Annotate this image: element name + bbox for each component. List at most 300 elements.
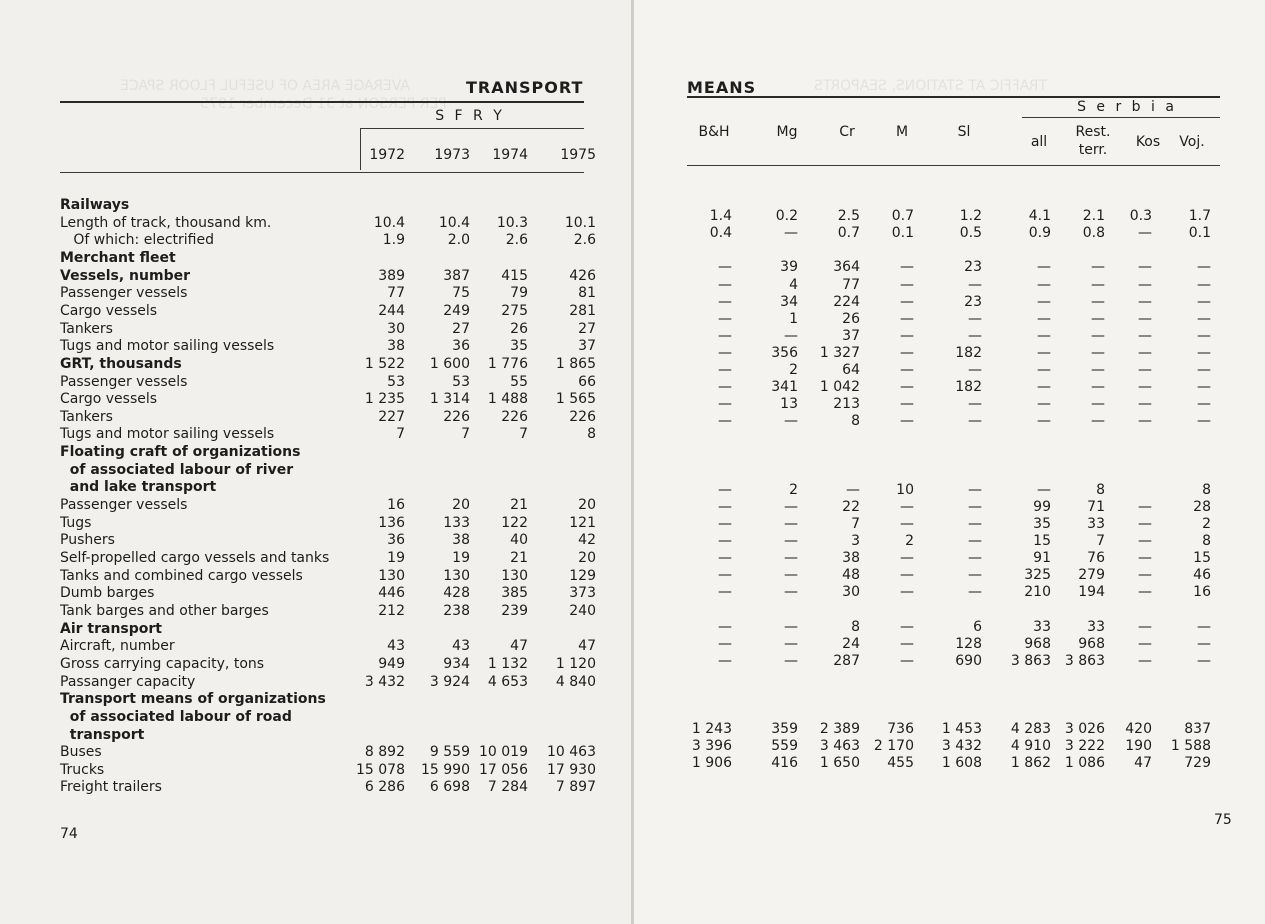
- cell-value: 20: [578, 497, 596, 514]
- cell-value: —: [900, 259, 914, 276]
- cell-value: 1 862: [1010, 755, 1051, 772]
- cell-value: —: [718, 362, 732, 378]
- cell-value: —: [900, 362, 914, 378]
- cell-value: 53: [387, 373, 405, 390]
- cell-value: 194: [1078, 584, 1105, 601]
- cell-value: 1: [789, 310, 798, 327]
- cell-value: 13: [780, 396, 798, 413]
- cell-value: 1 522: [364, 355, 405, 372]
- cell-value: —: [1091, 293, 1105, 310]
- cell-value: —: [900, 652, 914, 669]
- cell-value: —: [1197, 652, 1211, 669]
- cell-value: 10: [896, 481, 914, 498]
- cell-value: 8: [851, 413, 860, 430]
- cell-value: —: [900, 276, 914, 293]
- cell-value: 10.3: [496, 214, 528, 231]
- cell-value: —: [1197, 344, 1211, 361]
- cell-value: —: [1091, 276, 1105, 293]
- cell-value: —: [718, 396, 732, 413]
- cell-value: 3 222: [1064, 738, 1105, 755]
- cell-value: 3 432: [364, 673, 405, 690]
- cell-value: —: [1138, 293, 1152, 310]
- cell-value: 1 314: [429, 391, 470, 408]
- cell-value: 4 283: [1010, 721, 1051, 738]
- row-label: Air transport: [60, 620, 162, 637]
- cell-value: 2: [789, 481, 798, 498]
- row-label: Tankers: [60, 408, 113, 425]
- cell-value: 359: [771, 721, 798, 738]
- cell-value: 0.3: [1129, 208, 1152, 225]
- section-header: MEANS: [687, 78, 757, 97]
- cell-value: 21: [510, 550, 528, 566]
- cell-value: 0.1: [891, 225, 914, 242]
- cell-value: 133: [443, 514, 470, 531]
- cell-value: 38: [842, 550, 860, 567]
- cell-value: 128: [955, 635, 982, 652]
- cell-value: 837: [1184, 721, 1211, 738]
- cell-value: 455: [887, 755, 914, 772]
- serbia-label: S e r b i a: [1077, 99, 1177, 115]
- cell-value: 968: [1078, 635, 1105, 652]
- cell-value: —: [718, 533, 732, 549]
- cell-value: —: [1091, 379, 1105, 396]
- cell-value: 190: [1125, 738, 1152, 755]
- cell-value: 91: [1033, 550, 1051, 567]
- column-heading: all: [1030, 134, 1048, 150]
- cell-value: 76: [1087, 550, 1105, 567]
- cell-value: —: [718, 481, 732, 498]
- cell-value: 4: [789, 276, 798, 293]
- row-label: Tugs and motor sailing vessels: [60, 338, 275, 355]
- cell-value: 1 608: [941, 755, 982, 772]
- cell-value: 224: [833, 293, 860, 310]
- cell-value: 4.1: [1028, 208, 1051, 225]
- cell-value: 15: [1033, 533, 1051, 549]
- cell-value: —: [900, 635, 914, 652]
- year-heading: 1975: [560, 147, 596, 163]
- column-header-rule: [60, 172, 584, 173]
- cell-value: —: [718, 327, 732, 344]
- row-label: and lake transport: [60, 479, 217, 496]
- cell-value: —: [1197, 327, 1211, 344]
- cell-value: 35: [510, 338, 528, 355]
- cell-value: 1 235: [364, 391, 405, 408]
- cell-value: 2: [789, 362, 798, 378]
- cell-value: 26: [510, 320, 528, 337]
- cell-value: 275: [501, 302, 528, 319]
- cell-value: 129: [569, 567, 596, 584]
- cell-value: —: [1197, 379, 1211, 396]
- cell-value: —: [718, 515, 732, 532]
- cell-value: 99: [1033, 498, 1051, 515]
- cell-value: 6 698: [429, 779, 470, 796]
- cell-value: —: [718, 310, 732, 327]
- cell-value: 1.4: [709, 208, 732, 225]
- cell-value: 364: [833, 259, 860, 276]
- cell-value: 33: [1087, 515, 1105, 532]
- cell-value: 64: [842, 362, 860, 378]
- cell-value: 17 930: [547, 761, 596, 778]
- cell-value: 281: [569, 302, 596, 319]
- row-label: Tugs and motor sailing vessels: [60, 426, 275, 443]
- cell-value: 385: [501, 585, 528, 602]
- cell-value: 15 078: [356, 761, 405, 778]
- cell-value: 1 776: [487, 355, 528, 372]
- cell-value: —: [968, 362, 982, 378]
- cell-value: 1 243: [691, 721, 732, 738]
- column-header-rule: [687, 165, 1220, 166]
- group-rule: [360, 128, 584, 129]
- cell-value: —: [1138, 652, 1152, 669]
- cell-value: 244: [378, 302, 405, 319]
- cell-value: 0.5: [959, 225, 982, 242]
- cell-value: 0.2: [775, 208, 798, 225]
- cell-value: 75: [452, 285, 470, 302]
- cell-value: —: [1138, 584, 1152, 601]
- cell-value: 1 042: [819, 379, 860, 396]
- header-rule: [687, 96, 1220, 98]
- cell-value: —: [1138, 618, 1152, 635]
- cell-value: 130: [378, 567, 405, 584]
- cell-value: —: [1091, 327, 1105, 344]
- cell-value: 3 396: [691, 738, 732, 755]
- cell-value: —: [1138, 344, 1152, 361]
- cell-value: 428: [443, 585, 470, 602]
- cell-value: 1 327: [819, 344, 860, 361]
- cell-value: —: [1091, 344, 1105, 361]
- cell-value: 341: [771, 379, 798, 396]
- row-label: Tankers: [60, 320, 113, 337]
- cell-value: —: [1138, 396, 1152, 413]
- cell-value: 426: [569, 267, 596, 284]
- cell-value: 3 863: [1064, 652, 1105, 669]
- cell-value: —: [1138, 515, 1152, 532]
- cell-value: —: [718, 276, 732, 293]
- cell-value: —: [1197, 413, 1211, 430]
- cell-value: 182: [955, 379, 982, 396]
- cell-value: 227: [378, 408, 405, 425]
- column-heading: terr.: [1078, 142, 1108, 158]
- cell-value: 4 910: [1010, 738, 1051, 755]
- header-rule: [60, 101, 584, 103]
- cell-value: 55: [510, 373, 528, 390]
- cell-value: 23: [964, 259, 982, 276]
- row-label: Length of track, thousand km.: [60, 214, 272, 231]
- cell-value: —: [784, 327, 798, 344]
- cell-value: 16: [1193, 584, 1211, 601]
- row-label: Merchant fleet: [60, 249, 176, 266]
- cell-value: 3: [851, 533, 860, 549]
- cell-value: 7: [461, 426, 470, 443]
- cell-value: 0.8: [1082, 225, 1105, 242]
- cell-value: 182: [955, 344, 982, 361]
- cell-value: —: [968, 567, 982, 584]
- cell-value: —: [1197, 259, 1211, 276]
- cell-value: —: [1091, 310, 1105, 327]
- cell-value: 2: [905, 533, 914, 549]
- cell-value: 19: [387, 550, 405, 566]
- cell-value: —: [1037, 327, 1051, 344]
- cell-value: 8: [1096, 481, 1105, 498]
- cell-value: 287: [833, 652, 860, 669]
- cell-value: —: [846, 481, 860, 498]
- cell-value: 43: [387, 638, 405, 655]
- cell-value: 249: [443, 302, 470, 319]
- cell-value: 20: [578, 550, 596, 566]
- column-heading: B&H: [698, 124, 730, 140]
- cell-value: 729: [1184, 755, 1211, 772]
- cell-value: —: [1197, 293, 1211, 310]
- cell-value: 1 865: [555, 355, 596, 372]
- year-heading: 1974: [492, 147, 528, 163]
- left-page: [0, 0, 631, 924]
- cell-value: 4 653: [487, 673, 528, 690]
- cell-value: 239: [501, 602, 528, 619]
- cell-value: 736: [887, 721, 914, 738]
- cell-value: —: [718, 567, 732, 584]
- cell-value: 2 170: [873, 738, 914, 755]
- cell-value: 28: [1193, 498, 1211, 515]
- cell-value: 7: [396, 426, 405, 443]
- cell-value: —: [784, 515, 798, 532]
- row-label: Trucks: [60, 761, 105, 778]
- cell-value: 33: [1087, 618, 1105, 635]
- cell-value: 10.4: [438, 214, 470, 231]
- cell-value: 8: [1202, 481, 1211, 498]
- cell-value: 42: [578, 532, 596, 549]
- cell-value: 226: [569, 408, 596, 425]
- cell-value: 8: [1202, 533, 1211, 549]
- cell-value: —: [1138, 567, 1152, 584]
- cell-value: —: [968, 515, 982, 532]
- cell-value: 279: [1078, 567, 1105, 584]
- cell-value: —: [1091, 413, 1105, 430]
- cell-value: —: [900, 515, 914, 532]
- cell-value: —: [968, 327, 982, 344]
- cell-value: —: [968, 533, 982, 549]
- cell-value: —: [784, 225, 798, 242]
- cell-value: —: [1091, 396, 1105, 413]
- cell-value: —: [1197, 276, 1211, 293]
- cell-value: —: [784, 618, 798, 635]
- cell-value: —: [1037, 259, 1051, 276]
- cell-value: 226: [443, 408, 470, 425]
- cell-value: 387: [443, 267, 470, 284]
- cell-value: 130: [443, 567, 470, 584]
- cell-value: 23: [964, 293, 982, 310]
- row-label: Passenger vessels: [60, 285, 188, 302]
- cell-value: 47: [510, 638, 528, 655]
- cell-value: 389: [378, 267, 405, 284]
- cell-value: —: [718, 413, 732, 430]
- cell-value: —: [718, 259, 732, 276]
- row-label: Of which: electrified: [60, 232, 214, 249]
- cell-value: —: [784, 567, 798, 584]
- cell-value: 8: [851, 618, 860, 635]
- cell-value: 7 897: [555, 779, 596, 796]
- cell-value: 968: [1024, 635, 1051, 652]
- cell-value: 39: [780, 259, 798, 276]
- cell-value: 2.1: [1082, 208, 1105, 225]
- column-heading: Mg: [776, 124, 798, 140]
- cell-value: 8 892: [364, 744, 405, 761]
- row-label: Passenger vessels: [60, 497, 188, 514]
- cell-value: —: [1037, 293, 1051, 310]
- row-label: Tugs: [60, 514, 92, 531]
- cell-value: 690: [955, 652, 982, 669]
- cell-value: —: [1091, 362, 1105, 378]
- cell-value: 35: [1033, 515, 1051, 532]
- row-label: of associated labour of river: [60, 461, 294, 478]
- cell-value: 1 488: [487, 391, 528, 408]
- cell-value: —: [1197, 310, 1211, 327]
- cell-value: —: [1138, 498, 1152, 515]
- cell-value: 446: [378, 585, 405, 602]
- cell-value: 121: [569, 514, 596, 531]
- cell-value: —: [900, 327, 914, 344]
- cell-value: 0.7: [837, 225, 860, 242]
- cell-value: 2: [1202, 515, 1211, 532]
- cell-value: 1 600: [429, 355, 470, 372]
- cell-value: —: [900, 550, 914, 567]
- column-heading: Rest.: [1075, 124, 1111, 140]
- cell-value: 22: [842, 498, 860, 515]
- cell-value: —: [784, 413, 798, 430]
- cell-value: 0.9: [1028, 225, 1051, 242]
- cell-value: —: [1197, 396, 1211, 413]
- row-label: Railways: [60, 197, 130, 213]
- cell-value: 17 056: [479, 761, 528, 778]
- cell-value: 37: [842, 327, 860, 344]
- cell-value: 6: [973, 618, 982, 635]
- cell-value: 47: [1134, 755, 1152, 772]
- cell-value: —: [1138, 327, 1152, 344]
- cell-value: 19: [452, 550, 470, 566]
- cell-value: 949: [378, 655, 405, 672]
- cell-value: —: [784, 498, 798, 515]
- cell-value: —: [1197, 362, 1211, 378]
- cell-value: 79: [510, 285, 528, 302]
- cell-value: —: [1037, 413, 1051, 430]
- column-heading: Kos: [1135, 134, 1161, 150]
- cell-value: —: [784, 533, 798, 549]
- serbia-rule: [1022, 117, 1220, 118]
- cell-value: —: [968, 310, 982, 327]
- cell-value: —: [1138, 276, 1152, 293]
- cell-value: 1.7: [1188, 208, 1211, 225]
- cell-value: 934: [443, 655, 470, 672]
- cell-value: 34: [780, 293, 798, 310]
- cell-value: —: [900, 498, 914, 515]
- cell-value: 415: [501, 267, 528, 284]
- cell-value: —: [900, 618, 914, 635]
- cell-value: —: [1197, 618, 1211, 635]
- cell-value: —: [1138, 259, 1152, 276]
- cell-value: 33: [1033, 618, 1051, 635]
- cell-value: 47: [578, 638, 596, 655]
- cell-value: —: [1138, 225, 1152, 242]
- cell-value: —: [1037, 344, 1051, 361]
- row-label: Floating craft of organizations: [60, 444, 301, 461]
- bleed-through-text: AVERAGE AREA OF USEFUL FLOOR SPACE: [120, 78, 410, 94]
- cell-value: 1 906: [691, 755, 732, 772]
- cell-value: 1 565: [555, 391, 596, 408]
- section-header: TRANSPORT: [466, 78, 584, 97]
- cell-value: 0.1: [1188, 225, 1211, 242]
- row-label: Aircraft, number: [60, 638, 175, 655]
- cell-value: —: [900, 396, 914, 413]
- row-label: Transport means of organizations: [60, 691, 326, 708]
- cell-value: —: [718, 498, 732, 515]
- cell-value: 9 559: [429, 744, 470, 761]
- cell-value: —: [1138, 635, 1152, 652]
- cell-value: 122: [501, 514, 528, 531]
- cell-value: 15: [1193, 550, 1211, 567]
- cell-value: —: [900, 567, 914, 584]
- cell-value: 27: [452, 320, 470, 337]
- cell-value: —: [968, 276, 982, 293]
- cell-value: —: [1138, 362, 1152, 378]
- row-label: Pushers: [60, 532, 115, 549]
- cell-value: 38: [387, 338, 405, 355]
- cell-value: —: [1138, 533, 1152, 549]
- row-label: Gross carrying capacity, tons: [60, 655, 265, 672]
- cell-value: —: [718, 652, 732, 669]
- cell-value: 10.4: [373, 214, 405, 231]
- cell-value: 43: [452, 638, 470, 655]
- cell-value: 10 463: [547, 744, 596, 761]
- cell-value: 10.1: [564, 214, 596, 231]
- cell-value: 420: [1125, 721, 1152, 738]
- bleed-through-text: PER PERSON at 31 December 1975: [200, 96, 447, 112]
- cell-value: —: [1037, 396, 1051, 413]
- group-label: S F R Y: [435, 108, 505, 124]
- cell-value: 1 650: [819, 755, 860, 772]
- cell-value: 3 026: [1064, 721, 1105, 738]
- row-label: Vessels, number: [60, 267, 190, 284]
- cell-value: 1.9: [382, 232, 405, 249]
- row-label: Self-propelled cargo vessels and tanks: [60, 550, 330, 566]
- cell-value: 21: [510, 497, 528, 514]
- cell-value: 559: [771, 738, 798, 755]
- row-label: Passenger vessels: [60, 373, 188, 390]
- cell-value: —: [1138, 413, 1152, 430]
- cell-value: —: [1037, 362, 1051, 378]
- cell-value: 20: [452, 497, 470, 514]
- row-label: Tanks and combined cargo vessels: [60, 567, 303, 584]
- column-heading: Voj.: [1179, 134, 1205, 150]
- year-heading: 1973: [434, 147, 470, 163]
- cell-value: —: [1091, 259, 1105, 276]
- cell-value: 15 990: [421, 761, 470, 778]
- cell-value: 325: [1024, 567, 1051, 584]
- cell-value: 10 019: [479, 744, 528, 761]
- cell-value: —: [718, 379, 732, 396]
- cell-value: 36: [452, 338, 470, 355]
- cell-value: —: [1138, 310, 1152, 327]
- cell-value: 130: [501, 567, 528, 584]
- cell-value: 136: [378, 514, 405, 531]
- column-heading: Cr: [839, 124, 855, 140]
- row-label: Freight trailers: [60, 779, 162, 796]
- cell-value: 37: [578, 338, 596, 355]
- cell-value: 81: [578, 285, 596, 302]
- cell-value: —: [1138, 550, 1152, 567]
- right-page: [634, 0, 1265, 924]
- cell-value: 2.6: [505, 232, 528, 249]
- cell-value: 77: [387, 285, 405, 302]
- cell-value: —: [1037, 310, 1051, 327]
